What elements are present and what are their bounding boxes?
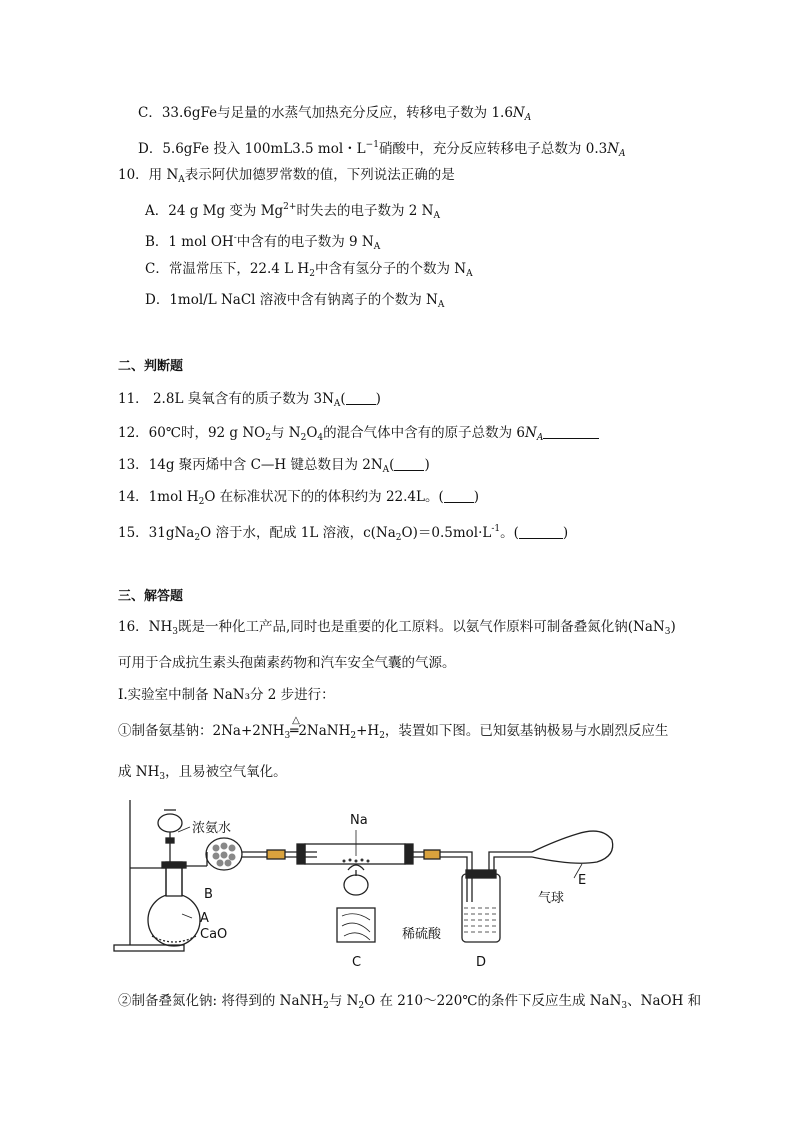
q16-l6-sub2: 2 <box>358 1001 365 1011</box>
q13-paren-open: ( <box>389 457 395 473</box>
q10-b-sup: - <box>233 233 237 243</box>
q15-paren-close: ) <box>562 525 569 541</box>
q16-l6-pre: ②制备叠氮化钠: 将得到的 NaNH <box>118 993 324 1009</box>
q16-line3: Ⅰ.实验室中制备 NaN₃分 2 步进行： <box>118 687 335 703</box>
label-balloon: 气球 <box>538 891 565 906</box>
label-b: B <box>204 887 213 902</box>
q11-sub: A <box>333 399 341 409</box>
q15-sup: -1 <box>491 524 501 534</box>
q12-mid2: O <box>306 425 318 441</box>
q10-a-sup: 2+ <box>283 202 297 212</box>
label-c: C <box>352 955 362 970</box>
q10-a-sub: A <box>433 211 440 221</box>
q12-mid1: 与 N <box>270 425 301 441</box>
q16-l1-pre: 16．NH <box>118 619 173 635</box>
q10-d-pre: D．1mol/L NaCl 溶液中含有钠离子的个数为 N <box>145 292 438 308</box>
q12-mid3: 的混合气体中含有的原子总数为 6 <box>323 425 526 441</box>
q12-pre: 12．60℃时，92 g NO <box>118 425 266 441</box>
q16-l6-mid: 与 N <box>328 993 359 1009</box>
q12-s3: 4 <box>317 433 324 443</box>
q10-b-mid: 中含有的电子数为 9 N <box>236 234 374 250</box>
q10-b-pre: B．1 mol OH <box>145 234 234 250</box>
q9-d-na: N <box>607 141 620 157</box>
q10-option-d <box>145 291 444 314</box>
q12 <box>118 424 599 447</box>
q9-option-d <box>138 136 626 163</box>
label-na: Na <box>350 813 368 828</box>
q14-paren-close: ) <box>473 489 480 505</box>
q10-option-c <box>145 260 473 283</box>
q15-pre: 15．31gNa <box>118 525 195 541</box>
q14-sub: 2 <box>198 497 205 507</box>
dropping-funnel <box>158 814 182 832</box>
q16-line2: 可用于合成抗生素头孢菌素药物和汽车安全气囊的气源。 <box>118 655 456 671</box>
q16-l1-end: ) <box>670 619 676 635</box>
q16-l1-post: 既是一种化工产品,同时也是重要的化工原料。以氨气作原料可制备叠氮化钠(NaN <box>178 619 665 635</box>
label-conc-ammonia: 浓氨水 <box>192 821 232 836</box>
q16-line5 <box>118 763 287 786</box>
label-dilute-acid: 稀硫酸 <box>402 927 442 942</box>
q11-answer-blank[interactable] <box>346 390 376 405</box>
q16-l5-post: ，且易被空气氧化。 <box>165 764 287 780</box>
q15-mid2: O)＝0.5mol·L <box>401 525 492 541</box>
section-3-title: 三、解答题 <box>118 589 184 604</box>
q16-l4-end: ，装置如下图。已知氨基钠极易与水剧烈反应生 <box>384 723 669 739</box>
q10-stem-post: 表示阿伏加德罗常数的值，下列说法正确的是 <box>184 167 455 183</box>
q9-d-mid: 硝酸中，充分反应转移电子总数为 0.3 <box>378 141 608 157</box>
q11-paren-open: ( <box>340 391 346 407</box>
q16-line4: ①制备氨基钠：$2Na+2NH_3$ △ $═2NaNH_2+H_2$，装置如下图。已知氨基钠极易与水剧烈反应生 <box>118 722 668 745</box>
q9-d-sub: A <box>619 149 626 159</box>
q10-c-sub2: A <box>466 269 473 279</box>
q10-a-pre: A．24 g Mg 变为 Mg <box>145 203 284 219</box>
q10-stem <box>118 166 455 189</box>
q16-l6-sub: 2 <box>323 1001 329 1011</box>
q11-pre: 11． 2.8L 臭氧含有的质子数为 3N <box>118 391 334 407</box>
q16-l1-sub: 3 <box>172 627 178 637</box>
label-d: D <box>476 955 487 970</box>
q10-option-a <box>145 198 440 225</box>
q16-l5-pre: 成 NH <box>118 764 160 780</box>
q9-option-c <box>138 104 531 127</box>
q10-stem-sub: A <box>178 175 185 185</box>
q9-c-na: N <box>512 105 525 121</box>
label-e: E <box>578 873 587 888</box>
q10-option-b <box>145 229 380 256</box>
q10-c-sub: 2 <box>309 269 315 279</box>
q15-answer-blank[interactable] <box>519 524 563 539</box>
q10-a-mid: 时失去的电子数为 2 N <box>296 203 434 219</box>
q9-c-sub: A <box>524 113 532 123</box>
q13-answer-blank[interactable] <box>394 456 424 471</box>
q14-answer-blank[interactable] <box>444 488 474 503</box>
q10-c-mid: 中含有氢分子的个数为 N <box>314 261 467 277</box>
q13-paren-close: ) <box>424 457 430 473</box>
label-a: A <box>200 911 209 926</box>
q15-mid: O 溶于水，配成 1L 溶液，c(Na <box>200 525 396 541</box>
q16-l1-sub2: 3 <box>664 627 671 637</box>
q12-sub: A <box>536 433 544 443</box>
q16-l4-mid: 2NaNH <box>298 723 351 739</box>
q16-l4-delta: △ <box>292 715 300 726</box>
apparatus-figure <box>112 790 632 979</box>
q12-s1: 2 <box>265 433 271 443</box>
q11 <box>118 390 381 413</box>
q9-d-exp: −1 <box>365 140 379 150</box>
q10-b-sub: A <box>373 242 381 252</box>
q16-l5-sub: 3 <box>159 772 166 782</box>
q9-d-text: D．5.6gFe 投入 100mL3.5 mol・L <box>138 141 366 157</box>
q15-post: 。( <box>500 525 519 541</box>
sodium-pieces <box>343 859 370 863</box>
q16-l4-sub3: 2 <box>379 731 385 741</box>
q16-l4-sub2: 2 <box>350 731 357 741</box>
q9-c-text: C．33.6gFe与足量的水蒸气加热充分反应，转移电子数为 1.6 <box>138 105 513 121</box>
q10-d-sub: A <box>437 300 445 310</box>
section-2-title: 二、判断题 <box>118 359 184 374</box>
q16-l6-end: 、NaOH 和 <box>627 993 702 1009</box>
q13-sub: A <box>382 465 390 475</box>
acid-liquid <box>464 908 498 932</box>
q16-line6 <box>118 992 701 1015</box>
apparatus-diagram <box>112 790 632 975</box>
balloon-e <box>532 831 613 863</box>
q15 <box>118 520 568 547</box>
q16-l4-post: +H <box>356 723 380 739</box>
q16-l6-post: O 在 210～220℃的条件下反应生成 NaN <box>364 993 622 1009</box>
alcohol-lamp <box>344 875 368 895</box>
q14-post: O 在标准状况下的的体积约为 22.4L。( <box>204 489 444 505</box>
wooden-block <box>337 908 375 942</box>
q16-l4-sub: 3 <box>284 731 291 741</box>
q10-stem-pre: 10．用 N <box>118 167 179 183</box>
q15-sub2: 2 <box>395 533 402 543</box>
q16-line1 <box>118 618 676 641</box>
q13 <box>118 456 430 479</box>
q14 <box>118 488 479 511</box>
q16-l6-sub3: 3 <box>621 1001 628 1011</box>
q12-answer-blank[interactable] <box>543 424 599 439</box>
q13-pre: 13．14g 聚丙烯中含 C—H 键总数目为 2N <box>118 457 383 473</box>
q14-pre: 14．1mol H <box>118 489 199 505</box>
q12-na: N <box>525 425 537 441</box>
q10-c-pre: C．常温常压下，22.4 L H <box>145 261 310 277</box>
q15-sub: 2 <box>194 533 201 543</box>
label-cao: CaO <box>200 927 228 942</box>
q16-l4-pre: ①制备氨基钠：2Na+2NH <box>118 723 285 739</box>
q11-paren-close: ) <box>375 391 381 407</box>
q12-s2: 2 <box>300 433 307 443</box>
